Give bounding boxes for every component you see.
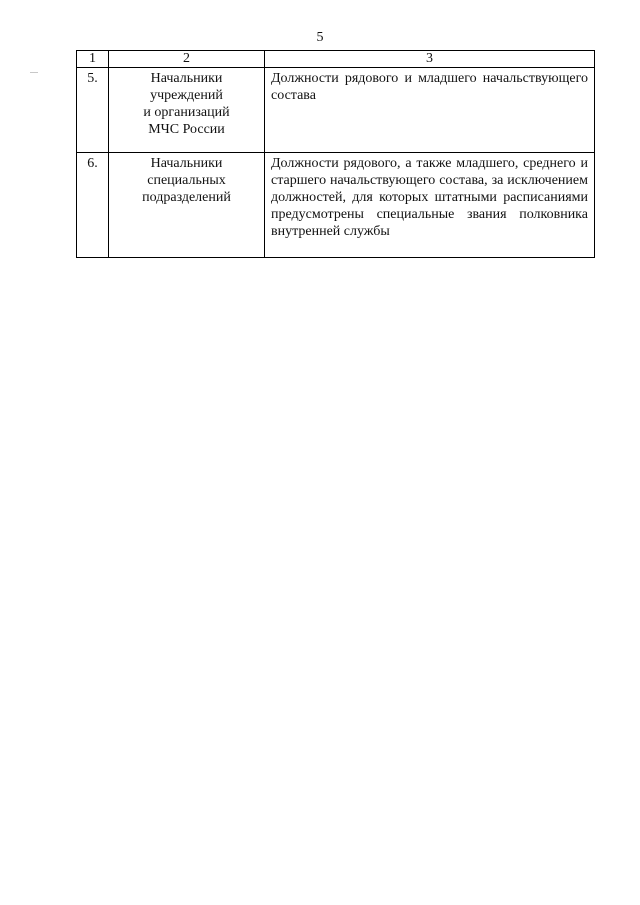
row-number: 5. [77,68,109,153]
page-number: 5 [316,30,324,45]
row-title [109,68,265,153]
row-title [109,153,265,258]
row-description: Должности рядового, а также младшего, среднего и старшего начальствующего состава, за исключением должностей, для которых штатными расписаниями предусмотрены специальные звания полковника внутренней службы [265,153,595,258]
row-title-line: МЧС России [148,122,225,137]
header-cell-1: 1 [77,51,109,68]
row-number: 6. [77,153,109,258]
row-title-line: Начальники [150,71,223,86]
scan-margin-mark [30,72,38,73]
row-description: Должности рядового и младшего начальствующего состава [265,68,595,153]
row-title-line: подразделений [142,190,231,205]
table-row [77,153,595,258]
row-title-line: Начальники [150,156,223,171]
row-title-line: учреждений [150,88,223,103]
row-title-line: специальных [147,173,226,188]
row-title-line: и организаций [143,105,230,120]
positions-table [76,50,595,258]
table-row [77,68,595,153]
table-header-row [77,51,595,68]
header-cell-2: 2 [109,51,265,68]
header-cell-3: 3 [265,51,595,68]
